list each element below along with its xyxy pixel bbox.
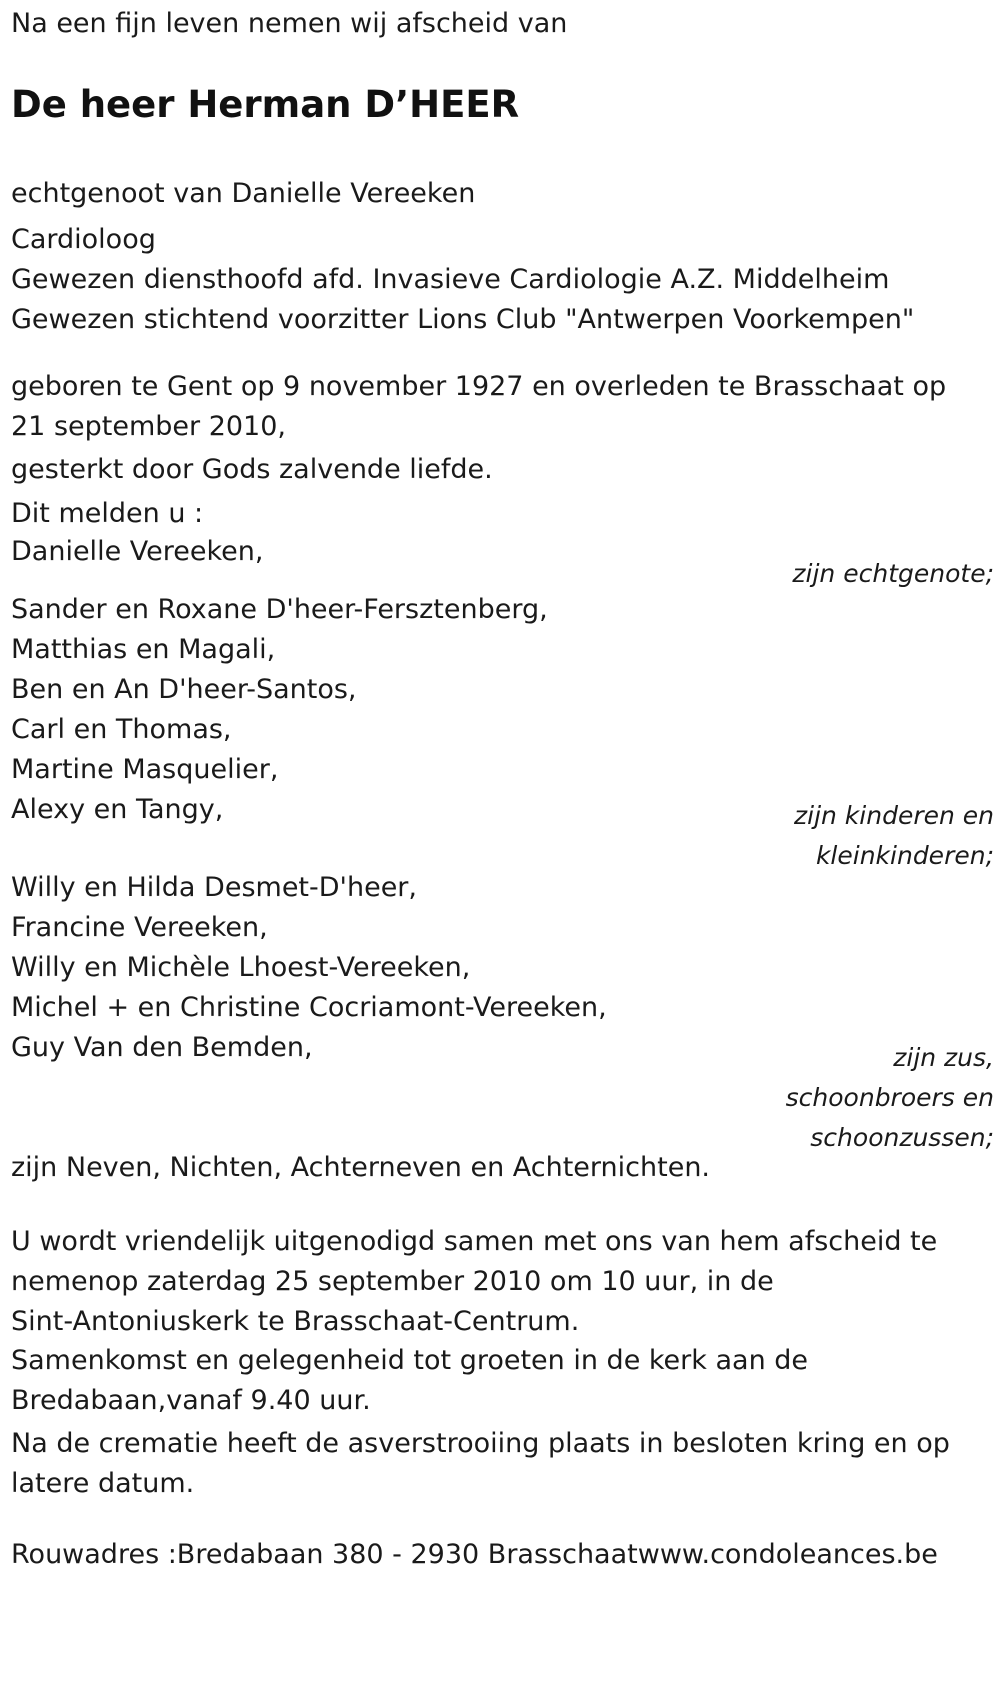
address-text: Rouwadres :Bredabaan 380 - 2930 Brasschaatwww.condoleances.be [11, 1539, 938, 1570]
cremation-text: Na de crematie heeft de asverstrooiing plaats in besloten kring en op latere datum. [11, 1428, 950, 1499]
spouse-member: Danielle Vereeken, [11, 536, 264, 567]
list-item: Alexy en Tangy, [11, 794, 224, 825]
list-item: Willy en Michèle Lhoest-Vereeken, [11, 952, 471, 983]
children-role: zijn kinderen en kleinkinderen; [794, 801, 994, 870]
siblings-role: zijn zus, schoonbroers en schoonzussen; [785, 1043, 994, 1152]
list-item: Martine Masquelier, [11, 754, 279, 785]
gathering-text: Samenkomst en gelegenheid tot groeten in de kerk aan de Bredabaan,vanaf 9.40 uur. [11, 1345, 809, 1416]
siblings-list [11, 868, 607, 1068]
birth-death-text: geboren te Gent op 9 november 1927 en overleden te Brasschaat op 21 september 2010, [11, 371, 947, 442]
anointing-text: gesterkt door Gods zalvende liefde. [11, 454, 493, 485]
deceased-name: De heer Herman D’HEER [11, 83, 520, 126]
list-item: Francine Vereeken, [11, 912, 268, 943]
spouse-role: zijn echtgenote; [792, 559, 994, 588]
spouse-line: echtgenoot van Danielle Vereeken [11, 178, 476, 209]
title-item: Gewezen diensthoofd afd. Invasieve Cardiologie A.Z. Middelheim [11, 264, 890, 295]
title-item: Cardioloog [11, 224, 156, 255]
list-item: Matthias en Magali, [11, 634, 276, 665]
list-item: Sander en Roxane D'heer-Fersztenberg, [11, 594, 548, 625]
relatives-text: zijn Neven, Nichten, Achterneven en Achternichten. [11, 1152, 711, 1183]
titles-block [11, 220, 914, 340]
announce-text: Dit melden u : [11, 498, 204, 529]
intro-text: Na een fijn leven nemen wij afscheid van [11, 8, 568, 39]
list-item: Ben en An D'heer-Santos, [11, 674, 357, 705]
title-item: Gewezen stichtend voorzitter Lions Club "Antwerpen Voorkempen" [11, 304, 915, 335]
invitation-text: U wordt vriendelijk uitgenodigd samen met ons van hem afscheid te nemenop zaterdag 25 september 2010 om 10 uur, in de Sint-Antoniuskerk te Brasschaat-Centrum. [11, 1226, 938, 1337]
list-item: Carl en Thomas, [11, 714, 232, 745]
children-list [11, 590, 548, 830]
list-item: Michel + en Christine Cocriamont-Vereeken, [11, 992, 607, 1023]
list-item: Willy en Hilda Desmet-D'heer, [11, 872, 417, 903]
list-item: Guy Van den Bemden, [11, 1032, 313, 1063]
